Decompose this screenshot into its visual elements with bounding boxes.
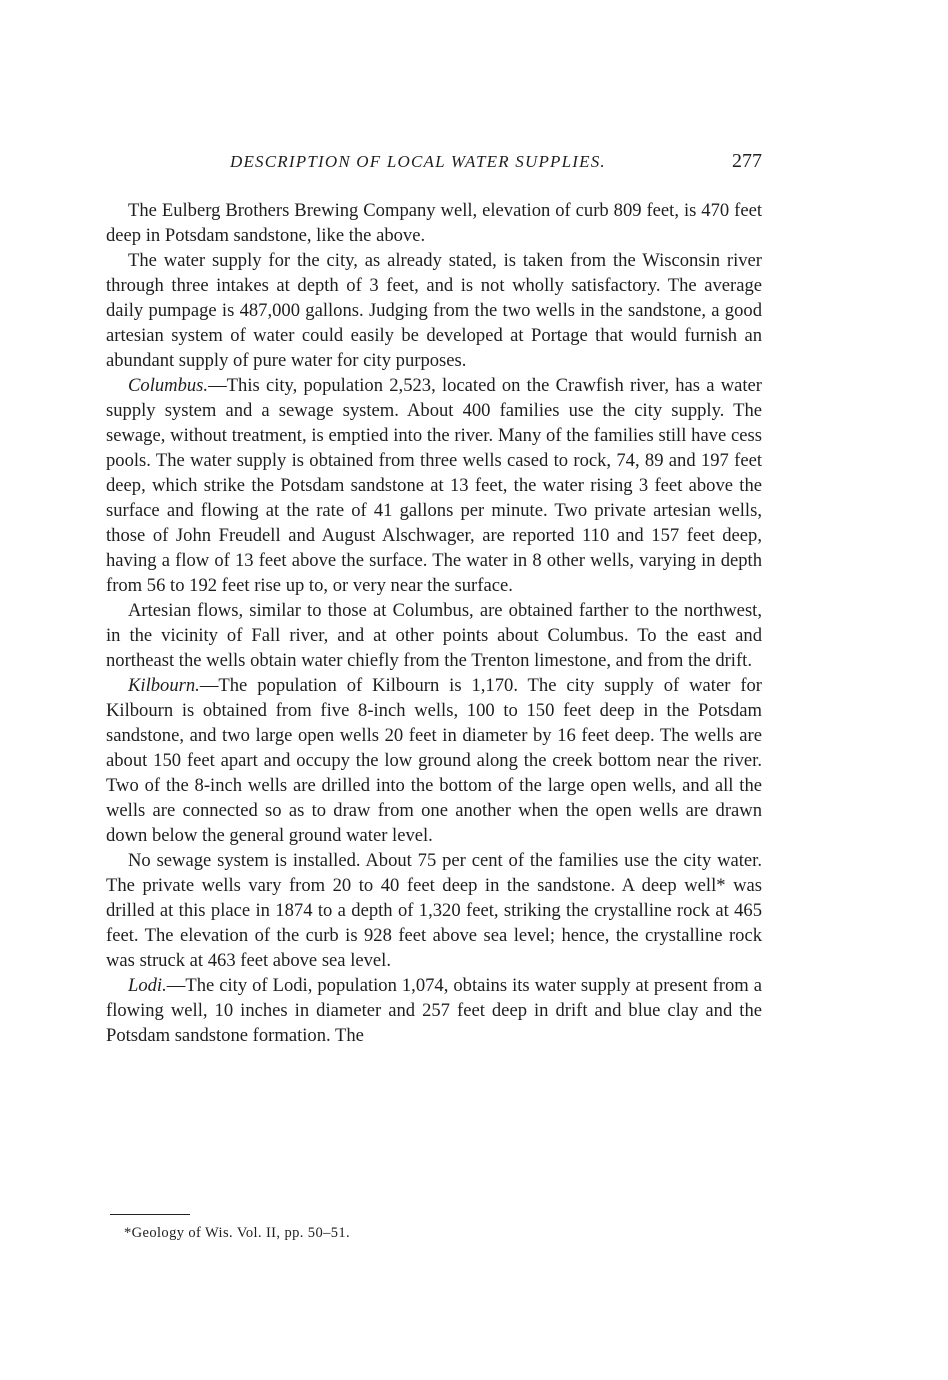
paragraph-kilbourn-sewage [106,848,762,973]
footnote-rule [110,1214,190,1215]
paragraph-text: —The population of Kilbourn is 1,170. The city supply of water for Kilbourn is obtained from five 8-inch wells, 100 to 150 feet deep in the Potsdam sandstone, and two large open wells 20 feet in diameter by 16 feet deep. The wells are about 150 feet apart and occupy the low ground along the creek bottom near the river. Two of the 8-inch wells are drilled into the bottom of the large open wells, and all the wells are connected so as to draw from one another when the open wells are drawn down below the general ground water level. [106,675,762,846]
paragraph-lead-lodi: Lodi. [128,975,167,996]
paragraph-kilbourn [106,673,762,848]
footnote: *Geology of Wis. Vol. II, pp. 50–51. [124,1225,351,1241]
paragraph-columbus [106,373,762,598]
paragraph-text: The Eulberg Brothers Brewing Company well, elevation of curb 809 feet, is 470 feet deep in Potsdam sandstone, like the above. [106,200,762,246]
paragraph-artesian-flows [106,598,762,673]
paragraph-lodi [106,973,762,1048]
running-title: DESCRIPTION OF LOCAL WATER SUPPLIES. [230,152,606,171]
paragraph-text: —This city, population 2,523, located on the Crawfish river, has a water supply system and a sewage system. About 400 families use the city supply. The sewage, without treatment, is emptied into the river. Many of the families still have cess pools. The water supply is obtained from three wells cased to rock, 74, 89 and 197 feet deep, which strike the Potsdam sandstone at 13 feet, the water rising 3 feet above the surface and flowing at the rate of 41 gallons per minute. Two private artesian wells, those of John Freudell and August Alschwager, are reported 110 and 157 feet deep, having a flow of 13 feet above the surface. The water in 8 other wells, varying in depth from 56 to 192 feet rise up to, or very near the surface. [106,375,762,596]
paragraph-lead-kilbourn: Kilbourn. [128,675,200,696]
page-number: 277 [732,150,762,172]
paragraph-text: The water supply for the city, as already stated, is taken from the Wisconsin river through three intakes at depth of 3 feet, and is not wholly satisfactory. The average daily pumpage is 487,000 gallons. Judging from the two wells in the sandstone, a good artesian system of water could easily be developed at Portage that would furnish an abundant supply of pure water for city purposes. [106,250,762,371]
paragraph-eulberg-well [106,198,762,248]
paragraph-text: —The city of Lodi, population 1,074, obtains its water supply at present from a flowing well, 10 inches in diameter and 257 feet deep in drift and blue clay and the Potsdam sandstone formation. The [106,975,762,1046]
paragraph-lead-columbus: Columbus. [128,375,209,396]
paragraph-portage-supply [106,248,762,373]
body-text [106,198,762,1048]
running-head [106,148,762,178]
paragraph-text: Artesian flows, similar to those at Columbus, are obtained farther to the northwest, in the vicinity of Fall river, and at other points about Columbus. To the east and northeast the wells obtain water chiefly from the Trenton limestone, and from the drift. [106,600,762,671]
paragraph-text: No sewage system is installed. About 75 per cent of the families use the city water. The private wells vary from 20 to 40 feet deep in the sandstone. A deep well* was drilled at this place in 1874 to a depth of 1,320 feet, striking the crystalline rock at 465 feet. The elevation of the curb is 928 feet above sea level; hence, the crystalline rock was struck at 463 feet above sea level. [106,850,762,971]
